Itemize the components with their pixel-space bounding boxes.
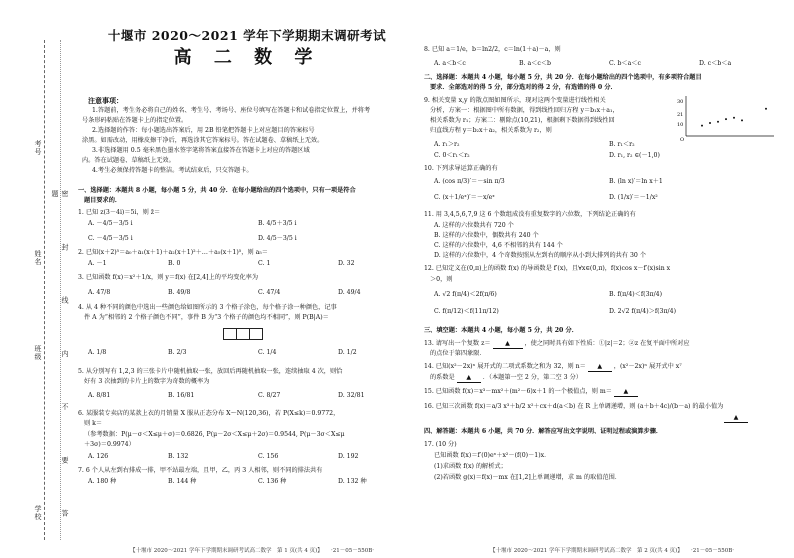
notice-line: 内。答在试题卷、草稿纸上无效。 bbox=[82, 157, 175, 164]
scatter-point bbox=[733, 117, 735, 119]
q6-stem: （参考数据：P(μ－σ＜X≤μ＋σ)＝0.6826, P(μ－2σ＜X≤μ＋2σ)＝0.9544, P(μ－3σ＜X≤μ bbox=[84, 431, 345, 438]
q5-stem: 5. 从分别写有 1,2,3 的三张卡片中随机抽取一张，放回后再随机抽取一张，连续抽取 4 次，则恰 bbox=[78, 368, 343, 375]
grid-cell bbox=[236, 328, 250, 340]
q2-option-d: D. 32 bbox=[338, 260, 355, 267]
q17-part2: (2)若函数 g(x)＝f(x)－mx 在[1,2]上单调递增，求 m 的取值范围． bbox=[434, 474, 621, 481]
q11-option-c: C. 这样的六位数中，4,6 不相邻的共有 144 个 bbox=[434, 242, 563, 249]
grid-cell bbox=[223, 328, 237, 340]
q7-option-a: A. 180 种 bbox=[88, 478, 117, 485]
seal-line bbox=[44, 40, 45, 540]
notice-line: 2.选择题的作答：每小题选出答案后，用 2B 铅笔把答题卡上对应题目的答案标号 bbox=[92, 127, 315, 134]
scatter-plot bbox=[676, 94, 776, 142]
q10-option-a: A. (cos π/3)′＝－sin π/3 bbox=[434, 178, 505, 185]
seal-text: 密 封 线 内 不 要 答 题 bbox=[51, 190, 69, 539]
scatter-point bbox=[717, 121, 719, 123]
q15-blank: ▲ bbox=[614, 388, 638, 397]
notice-line: 1.答题前，考生务必将自己的姓名、考生号、考场号、座位号填写在答题卡和试卷指定位置上，并将考 bbox=[92, 107, 371, 114]
right-column bbox=[424, 0, 784, 558]
q2-stem: 2. 已知(x＋2)⁵＝a₀＋a₁(x＋1)＋a₂(x＋1)²＋…＋a₅(x＋1)⁵，则 a₅＝ bbox=[78, 249, 268, 256]
exam-subject: 高 二 数 学 bbox=[173, 47, 321, 68]
q13-text: 的点位于第四象限． bbox=[430, 350, 486, 357]
q16-blank bbox=[724, 414, 748, 423]
q9-option-c: C. 0＜r₁＜r₂ bbox=[434, 152, 470, 159]
q4-stem: 件 A 为“相邻的 2 个格子颜色不同”，事件 B 为“3 个格子的颜色均不相同”，则 P(B|A)＝ bbox=[84, 314, 329, 321]
q9-stem: 分析，方案一：根据图中所有数据，得到线性回归方程 y＝b₁x＋a₁， bbox=[430, 107, 619, 114]
q10-stem: 10. 下列求导运算正确的有 bbox=[424, 165, 498, 172]
q5-option-b: B. 16/81 bbox=[168, 392, 195, 399]
q4-option-b: B. 2/3 bbox=[168, 349, 187, 356]
q8-option-d: D. c＜b＜a bbox=[699, 60, 732, 67]
section4-heading: 四、解答题：本题共 6 小题，共 70 分．解答应写出文字说明、证明过程或演算步骤． bbox=[424, 428, 663, 435]
section3-heading: 三、填空题：本题共 4 小题，每小题 5 分，共 20 分． bbox=[424, 327, 578, 334]
q17-title: 17. (10 分) bbox=[424, 441, 457, 448]
y-tick-label: 30 bbox=[677, 99, 684, 105]
q9-stem: 9. 相关变量 x,y 的散点图如图所示，现对这两个变量进行线性相关 bbox=[424, 97, 606, 104]
scatter-point bbox=[725, 118, 727, 120]
q1-option-a: A. －4/5－3/5 i bbox=[88, 220, 133, 227]
q2-option-b: B. 0 bbox=[168, 260, 181, 267]
q12-option-c: C. f(π/12)＜f(11π/12) bbox=[434, 308, 499, 315]
q6-stem: 则 k＝ bbox=[84, 420, 103, 427]
q2-option-c: C. 1 bbox=[258, 260, 271, 267]
q14-line2 bbox=[430, 374, 582, 383]
q9-option-b: B. r₁＜r₂ bbox=[609, 141, 635, 148]
color-grid-figure bbox=[223, 328, 262, 340]
binding-margin bbox=[0, 0, 70, 558]
q10-option-c: C. (x＋1/eˣ)′＝－x/eˣ bbox=[434, 194, 495, 201]
q12-stem: 12. 已知定义在(0,π)上的函数 f(x) 的导函数是 f′(x)，且∀x∈(0,π)，f(x)cos x－f′(x)sin x bbox=[424, 265, 671, 272]
section2-heading: 二、选择题：本题共 4 小题，每小题 5 分，共 20 分．在每小题给出的四个选项中，有多项符合题目 bbox=[424, 74, 702, 81]
q6-option-d: D. 192 bbox=[338, 453, 359, 460]
section2-heading2: 要求．全部选对的得 5 分，部分选对的得 2 分，有选错的得 0 分． bbox=[430, 84, 617, 91]
origin-label: O bbox=[680, 137, 685, 142]
q17-stem: 已知函数 f(x)＝f′(0)eˣ＋x²－(f(0)－1)x． bbox=[434, 452, 551, 459]
q3-option-a: A. 47/8 bbox=[88, 289, 111, 296]
q2-option-a: A. －1 bbox=[88, 260, 107, 267]
q12-option-b: B. f(π/4)＜f(3π/4) bbox=[609, 291, 663, 298]
q4-stem: 4. 从 4 种不同的颜色中选出一些颜色给如图所示的 3 个格子涂色，每个格子涂一种颜色，记事 bbox=[78, 304, 337, 311]
q13-blank: ▲ bbox=[493, 340, 523, 349]
q14-blank: ▲ bbox=[588, 363, 612, 372]
q14-text: ，(x²－2x)ⁿ 展开式中 x⁷ bbox=[613, 363, 682, 370]
q13-line bbox=[424, 340, 690, 349]
banji-label: 班级 bbox=[34, 345, 42, 361]
q11-stem: 11. 用 3,4,5,6,7,9 这 6 个数组成没有重复数字的六位数，下列结论正确的有 bbox=[424, 211, 636, 218]
section1-heading: 一、选择题：本题共 8 小题，每小题 5 分，共 40 分．在每小题给出的四个选项中，只有一项是符合 bbox=[78, 187, 356, 194]
xuexiao-label: 学校 bbox=[34, 505, 42, 521]
q17-part1: (1)求函数 f(x) 的解析式； bbox=[434, 463, 507, 470]
q3-option-d: D. 49/4 bbox=[338, 289, 361, 296]
q13-text: ，使之同时具有如下性质：①|z|＝2；②z 在复平面中所对应 bbox=[524, 340, 690, 347]
q6-stem: ＋3σ)＝0.9974） bbox=[84, 441, 135, 448]
q14-text: 14. 已知(x²－2x)ⁿ 展开式的二项式系数之和为 32，则 n＝ bbox=[424, 363, 586, 370]
q1-option-c: C. －4/5－3/5 i bbox=[88, 235, 133, 242]
left-column bbox=[78, 0, 416, 558]
q7-option-d: D. 132 种 bbox=[338, 478, 367, 485]
q4-option-c: C. 1/4 bbox=[258, 349, 277, 356]
exam-title: 十堰市 2020～2021 学年下学期期末调研考试 bbox=[107, 28, 387, 43]
q10-option-b: B. (ln x)′＝ln x＋1 bbox=[609, 178, 663, 185]
q1-option-d: D. 4/5－3/5 i bbox=[258, 235, 297, 242]
q9-stem: 相关系数为 r₁；方案二：剔除点(10,21)，根据剩下数据得到线性回 bbox=[430, 117, 615, 124]
q6-option-c: C. 156 bbox=[258, 453, 279, 460]
q8-stem: 8. 已知 a＝1/e，b＝ln2/2，c＝ln(1＋a)－a，则 bbox=[424, 46, 561, 53]
q4-option-a: A. 1/8 bbox=[88, 349, 107, 356]
q9-stem: 归直线方程 y＝b₂x＋a₂，相关系数为 r₂，则 bbox=[430, 127, 552, 134]
scatter-point bbox=[741, 119, 743, 121]
q8-option-c: C. b＜a＜c bbox=[609, 60, 641, 67]
q14-blank: ▲ bbox=[457, 374, 481, 383]
q9-option-d: D. r₁, r₂ ∈(－1,0) bbox=[609, 152, 660, 159]
scatter-point bbox=[701, 125, 703, 127]
scatter-points bbox=[701, 108, 767, 127]
q8-option-a: A. a＜b＜c bbox=[434, 60, 466, 67]
q7-option-b: B. 144 种 bbox=[168, 478, 197, 485]
q12-option-a: A. √2 f(π/4)＜2f(π/6) bbox=[434, 291, 497, 298]
q16-text: 16. 已知三次函数 f(x)＝a/3 x³＋b/2 x²＋cx＋d(a＜b) 在 R 上单调递增，则 (a＋b＋4c)/(b－a) 的最小值为 bbox=[424, 403, 724, 410]
q11-option-b: B. 这样的六位数中，偶数共有 240 个 bbox=[434, 232, 539, 239]
q1-stem: 1. 已知 z(3－4i)＝5i，则 z̄＝ bbox=[78, 209, 161, 216]
q1-option-b: B. 4/5＋3/5 i bbox=[258, 220, 297, 227]
q3-option-b: B. 49/8 bbox=[168, 289, 191, 296]
q7-option-c: C. 136 种 bbox=[258, 478, 287, 485]
kaohao-label: 考号 bbox=[34, 140, 42, 156]
scatter-point bbox=[709, 122, 711, 124]
q12-option-d: D. 2√2 f(π/4)＞f(3π/4) bbox=[609, 308, 676, 315]
q7-stem: 7. 6 个人从左到右排成一排，甲不站最左端，且甲，乙，丙 3 人相邻，则不同的排法共有 bbox=[78, 467, 323, 474]
q15-text: 15. 已知函数 f(x)＝x³－mx²＋(m²－6)x＋1 的一个极值点，则 m＝ bbox=[424, 388, 612, 395]
q8-option-b: B. a＜c＜b bbox=[519, 60, 551, 67]
q14-text: ．（本题第一空 2 分，第二空 3 分） bbox=[482, 374, 582, 381]
section1-heading2: 题目要求的． bbox=[84, 197, 122, 204]
q3-stem: 3. 已知函数 f(x)＝x²＋1/x，则 y＝f(x) 在[2,4]上的平均变化率为 bbox=[78, 274, 259, 281]
grid-cell bbox=[249, 328, 263, 340]
notice-line: 4.考生必须保持答题卡的整洁。考试结束后，只交答题卡。 bbox=[92, 167, 253, 174]
scatter-point bbox=[765, 108, 767, 110]
xingming-label: 姓名 bbox=[34, 250, 42, 266]
q10-option-d: D. (1/x)′＝－1/x² bbox=[609, 194, 658, 201]
footer-right: 【十堰市 2020～2021 学年下学期期末调研考试高二数学 第 2 页(共 4 页)】 ·21－05－550B· bbox=[490, 548, 735, 554]
q4-option-d: D. 1/2 bbox=[338, 349, 357, 356]
q15-line bbox=[424, 388, 638, 397]
q6-option-b: B. 132 bbox=[168, 453, 189, 460]
q5-option-d: D. 32/81 bbox=[338, 392, 365, 399]
y-tick-label: 21 bbox=[677, 112, 684, 118]
q12-stem: ＞0，则 bbox=[430, 276, 453, 283]
q6-stem: 6. 某服装专卖店的某款上衣的月销量 X 服从正态分布 X～N(120,36)，若 P(X≤k)＝0.9772， bbox=[78, 410, 340, 417]
q14-line bbox=[424, 363, 682, 372]
q3-option-c: C. 47/4 bbox=[258, 289, 281, 296]
q16-blank-mark: ▲ bbox=[724, 414, 748, 423]
y-tick-label: 10 bbox=[677, 122, 684, 128]
footer-left: 【十堰市 2020～2021 学年下学期期末调研考试高二数学 第 1 页(共 4 页)】 ·21－05－550B· bbox=[130, 548, 375, 554]
q14-text: 的系数是 bbox=[430, 374, 455, 381]
q5-stem: 好有 3 次抽到的卡片上的数字为奇数的概率为 bbox=[84, 378, 210, 385]
notice-line: 3.非选择题用 0.5 毫米黑色墨水签字笔将答案直接答在答题卡上对应的答题区域 bbox=[92, 147, 310, 154]
notice-heading: 注意事项： bbox=[88, 96, 123, 105]
q11-option-d: D. 这样的六位数中，4 个奇数按照从左到右的顺序从小到大排列的共有 30 个 bbox=[434, 252, 647, 259]
q5-option-c: C. 8/27 bbox=[258, 392, 281, 399]
q6-option-a: A. 126 bbox=[88, 453, 109, 460]
q13-text: 13. 请写出一个复数 z＝ bbox=[424, 340, 491, 347]
q5-option-a: A. 8/81 bbox=[88, 392, 111, 399]
notice-line: 号条形码粘贴在答题卡上的指定位置。 bbox=[82, 117, 188, 124]
notice-line: 涂黑。如需改动，用橡皮擦干净后，再选涂其它答案标号。答在试题卷、草稿纸上无效。 bbox=[82, 137, 324, 144]
q11-option-a: A. 这样的六位数共有 720 个 bbox=[434, 222, 514, 229]
q9-option-a: A. r₁＞r₂ bbox=[434, 141, 460, 148]
